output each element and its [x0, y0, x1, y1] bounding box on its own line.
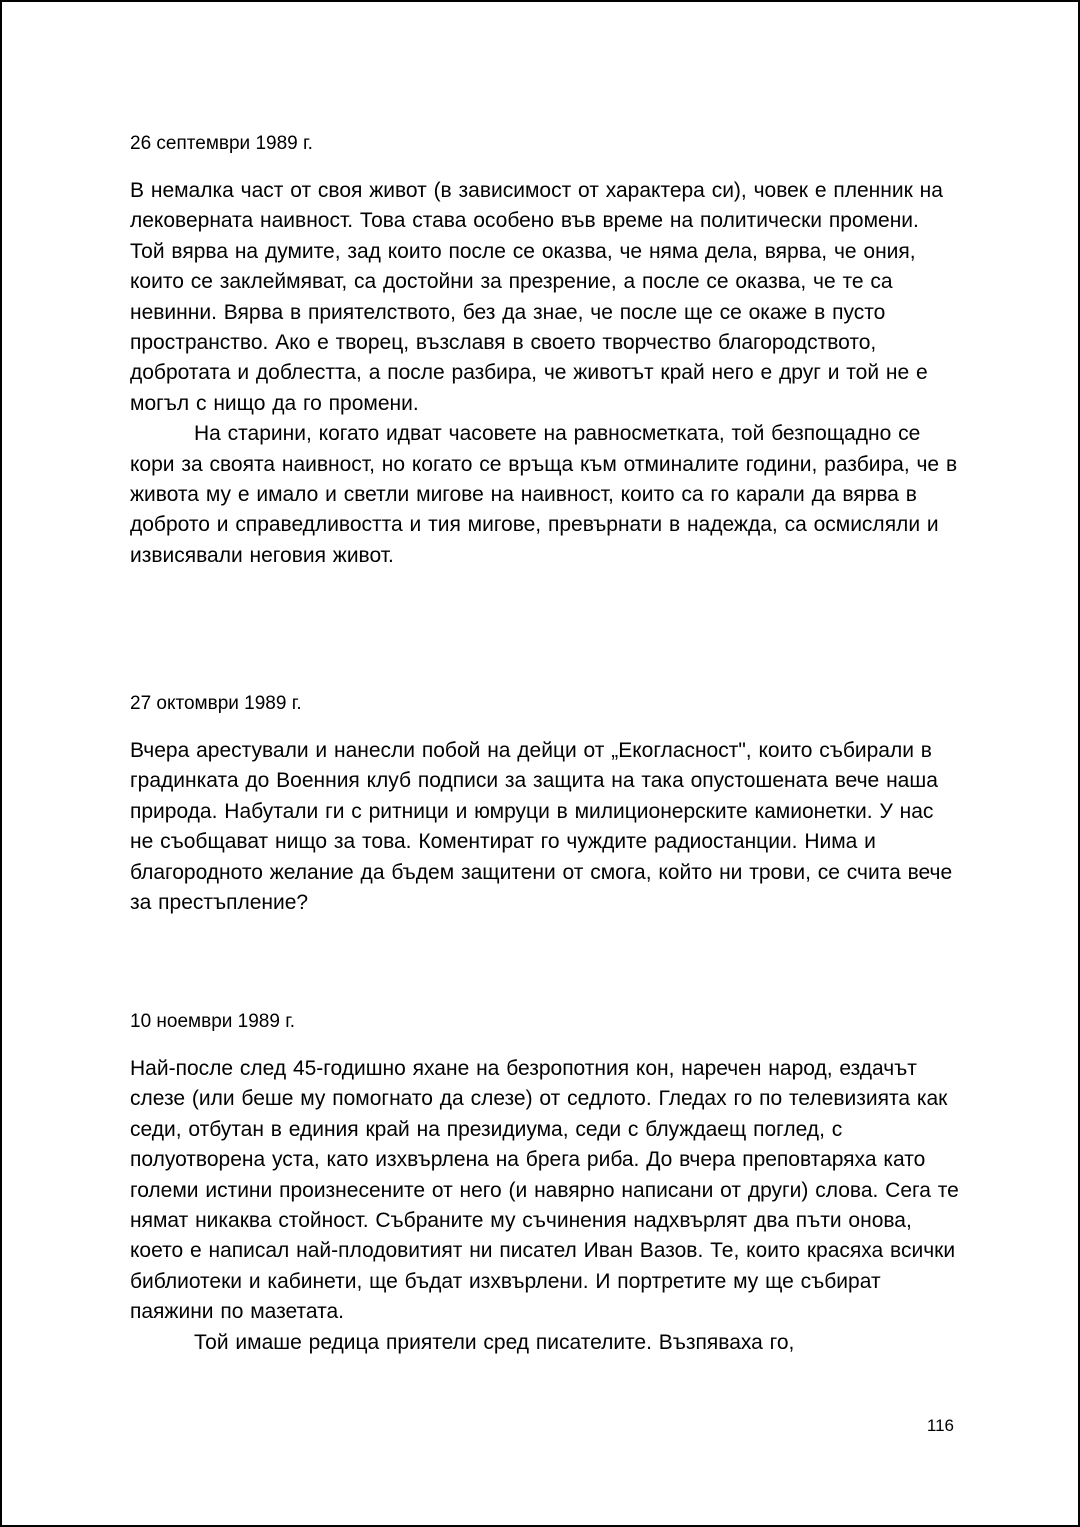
diary-entry: [130, 132, 960, 571]
entry-date: 27 октомври 1989 г.: [130, 693, 302, 714]
diary-entry: [130, 692, 960, 918]
entry-paragraph: Най-после след 45-годишно яхане на безропотния кон, наречен народ, ездачът слезе (или беше му помогнато да слезе) от седлото. Гледах го по телевизията как седи, отбутан в единия край на президиума, седи с блуждаещ поглед, с полуотворена уста, като изхвърлена на брега риба. До вчера преповтаряха като големи истини произнесените от него (и навярно написани от други) слова. Сега те нямат никаква стойност. Събраните му съчинения надхвърлят два пъти онова, което е написал най-плодовитият ни писател Иван Вазов. Те, които красяха всички библиотеки и кабинети, ще бъдат изхвърлени. И портретите му ще събират паяжини по мазетата.: [130, 1057, 959, 1324]
entry-paragraph: Вчера арестували и нанесли побой на дейци от „Екогласност", които събирали в градинката до Военния клуб подписи за защита на така опустошената вече наша природа. Набутали ги с ритници и юмруци в милиционерските камионетки. У нас не съобщават нищо за това. Коментират го чуждите радиостанции. Нима и благородното желание да бъдем защитени от смога, който ни трови, се счита вече за престъпление?: [130, 739, 953, 915]
entry-paragraph: Той имаше редица приятели сред писателите. Възпяваха го,: [194, 1330, 795, 1354]
entry-paragraph: На старини, когато идват часовете на равносметката, той безпощадно се кори за своята наивност, но когато се връща към отминалите години, разбира, че в живота му е имало и светли мигове на наивност, които са го карали да вярва в доброто и справедливостта и тия мигове, превърнати в надежда, са осмисляли и извисявали неговия живот.: [130, 422, 958, 567]
page-number: 116: [926, 1416, 954, 1435]
entry-paragraph: В немалка част от своя живот (в зависимост от характера си), човек е пленник на лековерната наивност. Това става особено във време на политически промени. Той вярва на думите, зад които после се оказва, че няма дела, вярва, че ония, които се заклеймяват, са достойни за презрение, а после се оказва, че те са невинни. Вярва в приятелството, без да знае, че после ще се окаже в пусто пространство. Ако е творец, възславя в своето творчество благородството, добротата и доблестта, а после разбира, че животът край него е друг и той не е могъл с нищо да го промени.: [130, 179, 943, 415]
entry-date: 10 ноември 1989 г.: [130, 1011, 296, 1032]
entry-date: 26 септември 1989 г.: [130, 133, 313, 154]
diary-entry: [130, 1010, 960, 1358]
